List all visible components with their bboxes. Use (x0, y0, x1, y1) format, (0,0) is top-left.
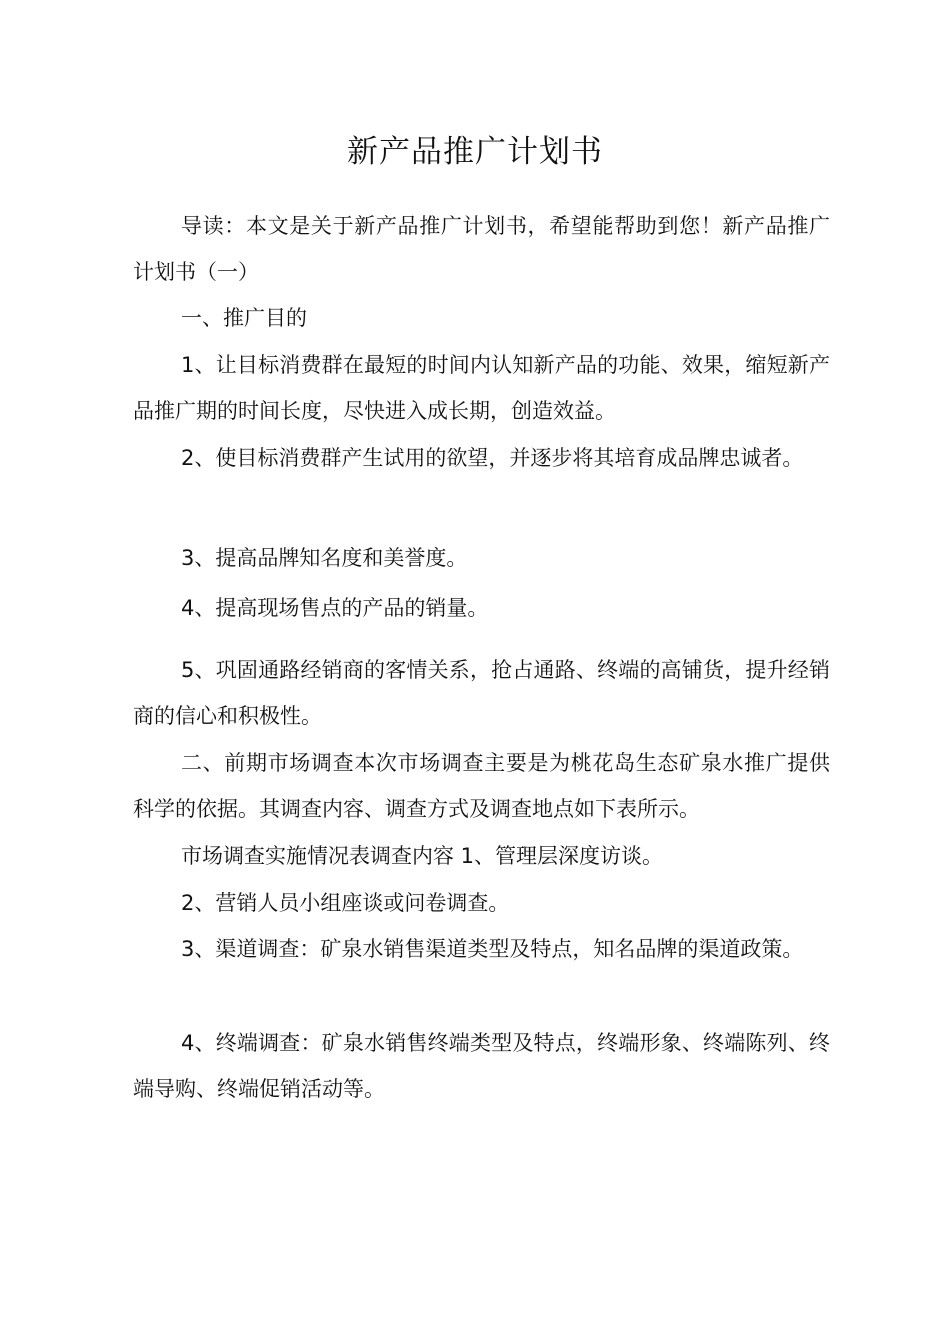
paragraph-goal-3: 3、提高品牌知名度和美誉度。 (181, 546, 468, 570)
paragraph-research-3: 3、渠道调查：矿泉水销售渠道类型及特点，知名品牌的渠道政策。 (181, 937, 804, 961)
section-heading-market-research: 二、前期市场调查本次市场调查主要是为桃花岛生态矿泉水推广提供科学的依据。其调查内容、调查方式及调查地点如下表所示。 (133, 751, 830, 821)
paragraph-research-2: 2、营销人员小组座谈或问卷调查。 (181, 891, 510, 915)
paragraph-research-4: 4、终端调查：矿泉水销售终端类型及特点，终端形象、终端陈列、终端导购、终端促销活动等。 (133, 1031, 830, 1101)
document-title: 新产品推广计划书 (347, 134, 603, 170)
paragraph-research-1: 市场调查实施情况表调查内容 1、管理层深度访谈。 (181, 844, 664, 868)
intro-paragraph (133, 203, 830, 295)
paragraph-goal-4: 4、提高现场售点的产品的销量。 (181, 596, 489, 620)
intro-text: 新产品推广计划书（一） (133, 214, 831, 284)
intro-label: 导读：本文是关于新产品推广计划书，希望能帮助到您！ (181, 214, 723, 238)
paragraph-goal-1: 1、让目标消费群在最短的时间内认知新产品的功能、效果，缩短新产品推广期的时间长度，尽快进入成长期，创造效益。 (133, 353, 830, 423)
section-heading-promotion-goals: 一、推广目的 (181, 306, 307, 330)
paragraph-goal-5: 5、巩固通路经销商的客情关系，抢占通路、终端的高铺货，提升经销商的信心和积极性。 (133, 658, 830, 728)
paragraph-goal-2: 2、使目标消费群产生试用的欲望，并逐步将其培育成品牌忠诚者。 (181, 446, 804, 470)
